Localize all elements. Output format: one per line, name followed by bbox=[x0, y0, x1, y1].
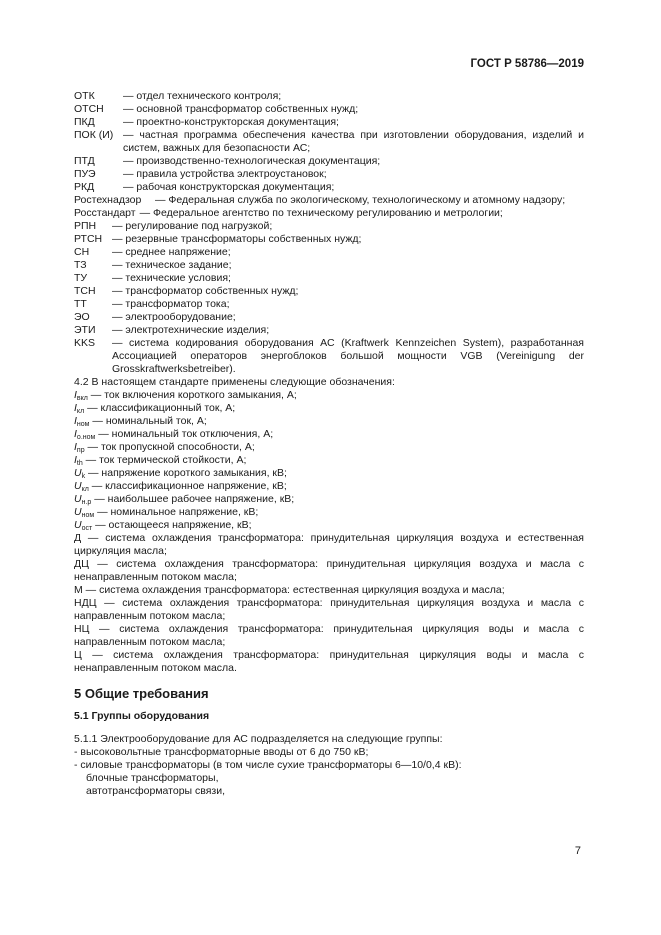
abbreviation-definition: — Федеральная служба по экологическому, технологическому и атомному надзору; bbox=[155, 194, 566, 206]
symbol-row bbox=[74, 389, 584, 402]
abbreviation-term: ТТ bbox=[74, 298, 87, 310]
standard-number: ГОСТ Р 58786—2019 bbox=[470, 58, 584, 70]
abbreviation-definition: — система кодирования оборудования АС (Kraftwerk Kennzeichen System), разработанная Ассоциацией операторов энергоблоков большой мощности VGB (Vereinigung der Grosskraftwerksbetreiber). bbox=[112, 337, 584, 375]
cooling-definition: М — система охлаждения трансформатора: естественная циркуляция воздуха и масла; bbox=[74, 584, 505, 596]
abbreviation-row bbox=[74, 337, 584, 376]
abbreviation-list-2 bbox=[74, 220, 584, 376]
symbol-definition: — ток термической стойкости, А; bbox=[82, 454, 247, 466]
symbol-subscript: th bbox=[76, 460, 83, 467]
abbreviation-term: ПКД bbox=[74, 116, 95, 128]
section-title: 5 Общие требования bbox=[74, 686, 209, 701]
cooling-definition: Д — система охлаждения трансформатора: принудительная циркуляция воздуха и естественная циркуляция масла; bbox=[74, 532, 584, 557]
group-sublist bbox=[74, 772, 584, 798]
abbreviation-definition: — резервные трансформаторы собственных нужд; bbox=[112, 233, 362, 245]
abbreviation-row bbox=[74, 90, 584, 103]
symbol-base: U bbox=[74, 467, 82, 479]
abbreviation-term: ОТСН bbox=[74, 103, 104, 115]
abbreviation-row bbox=[74, 259, 584, 272]
symbol-subscript: k bbox=[81, 473, 86, 480]
designations-intro: 4.2 В настоящем стандарте применены следующие обозначения: bbox=[74, 376, 395, 388]
symbol-base: U bbox=[74, 493, 82, 505]
abbreviation-term: Ростехнадзор bbox=[74, 194, 142, 206]
symbol-row bbox=[74, 454, 584, 467]
symbol-definition: — номинальное напряжение, кВ; bbox=[94, 506, 259, 518]
symbol-list bbox=[74, 389, 584, 532]
symbol-base: I bbox=[74, 454, 77, 466]
abbreviation-definition: — трансформатор собственных нужд; bbox=[112, 285, 299, 297]
abbreviation-definition: — регулирование под нагрузкой; bbox=[112, 220, 273, 232]
cooling-definition: НДЦ — система охлаждения трансформатора: принудительная циркуляция воздуха и масла с направленным потоком масла; bbox=[74, 597, 584, 622]
abbreviation-definition: — Федеральное агентство по техническому регулированию и метрологии; bbox=[139, 207, 503, 219]
symbol-base: U bbox=[74, 519, 82, 531]
abbreviation-row bbox=[74, 181, 584, 194]
symbol-subscript: пр bbox=[76, 447, 85, 454]
symbol-definition: — номинальный ток отключения, А; bbox=[95, 428, 274, 440]
symbol-definition: — наибольшее рабочее напряжение, кВ; bbox=[91, 493, 295, 505]
symbol-subscript: ном bbox=[81, 512, 95, 519]
abbreviation-term: РПН bbox=[74, 220, 97, 232]
list-item: - силовые трансформаторы (в том числе сухие трансформаторы 6—10/0,4 кВ): bbox=[74, 759, 462, 771]
symbol-row bbox=[74, 467, 584, 480]
symbol-subscript: о.ном bbox=[76, 434, 96, 441]
symbol-definition: — номинальный ток, А; bbox=[89, 415, 207, 427]
abbreviation-definition: — электрооборудование; bbox=[112, 311, 236, 323]
abbreviation-definition: — рабочая конструкторская документация; bbox=[123, 181, 335, 193]
abbreviation-row bbox=[74, 272, 584, 285]
cooling-list bbox=[74, 532, 584, 675]
symbol-base: I bbox=[74, 428, 77, 440]
abbreviation-row bbox=[74, 311, 584, 324]
abbreviation-definition: — трансформатор тока; bbox=[112, 298, 230, 310]
symbol-row bbox=[74, 506, 584, 519]
abbreviation-term: ТЗ bbox=[74, 259, 87, 271]
symbol-definition: — напряжение короткого замыкания, кВ; bbox=[85, 467, 287, 479]
abbreviation-row bbox=[74, 324, 584, 337]
abbreviation-definition: — основной трансформатор собственных нужд; bbox=[123, 103, 359, 115]
abbreviation-definition: — среднее напряжение; bbox=[112, 246, 231, 258]
abbreviation-row bbox=[74, 220, 584, 233]
abbreviation-row bbox=[74, 155, 584, 168]
abbreviation-row bbox=[74, 129, 584, 155]
symbol-base: I bbox=[74, 389, 77, 401]
abbreviation-definition: — правила устройства электроустановок; bbox=[123, 168, 327, 180]
subsection-title: 5.1 Группы оборудования bbox=[74, 710, 210, 722]
cooling-definition: НЦ — система охлаждения трансформатора: принудительная циркуляция воды и масла с направленным потоком масла; bbox=[74, 623, 584, 648]
abbreviation-term: ПУЭ bbox=[74, 168, 96, 180]
abbreviation-row bbox=[74, 233, 584, 246]
abbreviation-rosstandart bbox=[74, 207, 584, 220]
abbreviation-term: СН bbox=[74, 246, 90, 258]
abbreviation-definition: — техническое задание; bbox=[112, 259, 232, 271]
section-intro: 5.1.1 Электрооборудование для АС подразделяется на следующие группы: bbox=[74, 733, 443, 745]
cooling-definition: ДЦ — система охлаждения трансформатора: принудительная циркуляция воздуха и масла с ненаправленным потоком масла; bbox=[74, 558, 584, 583]
abbreviation-term: ТСН bbox=[74, 285, 96, 297]
symbol-base: I bbox=[74, 415, 77, 427]
abbreviation-term: ПОК (И) bbox=[74, 129, 114, 141]
group-list bbox=[74, 746, 584, 772]
symbol-row bbox=[74, 415, 584, 428]
abbreviation-row bbox=[74, 103, 584, 116]
abbreviation-rostekh bbox=[74, 194, 584, 207]
page-number: 7 bbox=[574, 845, 581, 857]
list-item: - высоковольтные трансформаторные вводы от 6 до 750 кВ; bbox=[74, 746, 369, 758]
list-subitem: блочные трансформаторы, bbox=[86, 772, 219, 784]
symbol-definition: — классификационный ток, А; bbox=[84, 402, 236, 414]
symbol-definition: — остающееся напряжение, кВ; bbox=[92, 519, 252, 531]
abbreviation-list bbox=[74, 90, 584, 194]
abbreviation-row bbox=[74, 168, 584, 181]
abbreviation-definition: — частная программа обеспечения качества при изготовлении оборудования, изделий и систем, важных для безопасности АС; bbox=[123, 129, 584, 154]
symbol-base: U bbox=[74, 480, 82, 492]
abbreviation-term: ОТК bbox=[74, 90, 95, 102]
symbol-subscript: кл bbox=[81, 486, 89, 493]
symbol-subscript: ост bbox=[81, 525, 93, 532]
abbreviation-row bbox=[74, 246, 584, 259]
abbreviation-row bbox=[74, 285, 584, 298]
abbreviation-definition: — электротехнические изделия; bbox=[112, 324, 270, 336]
symbol-subscript: н.р bbox=[81, 499, 92, 506]
abbreviation-row bbox=[74, 298, 584, 311]
symbol-definition: — ток включения короткого замыкания, А; bbox=[87, 389, 297, 401]
abbreviation-term: Росстандарт bbox=[74, 207, 136, 219]
abbreviation-term: ЭО bbox=[74, 311, 90, 323]
symbol-row bbox=[74, 428, 584, 441]
abbreviation-term: ТУ bbox=[74, 272, 88, 284]
symbol-row bbox=[74, 441, 584, 454]
abbreviation-term: ЭТИ bbox=[74, 324, 96, 336]
abbreviation-definition: — проектно-конструкторская документация; bbox=[123, 116, 339, 128]
symbol-base: I bbox=[74, 441, 77, 453]
symbol-base: I bbox=[74, 402, 77, 414]
page-content bbox=[74, 90, 584, 798]
symbol-base: U bbox=[74, 506, 82, 518]
abbreviation-definition: — технические условия; bbox=[112, 272, 231, 284]
abbreviation-term: ПТД bbox=[74, 155, 95, 167]
abbreviation-term: РТСН bbox=[74, 233, 103, 245]
abbreviation-definition: — производственно-технологическая документация; bbox=[123, 155, 381, 167]
abbreviation-definition: — отдел технического контроля; bbox=[123, 90, 282, 102]
abbreviation-term: KKS bbox=[74, 337, 96, 349]
symbol-subscript: кл bbox=[76, 408, 85, 415]
symbol-definition: — ток пропускной способности, А; bbox=[84, 441, 255, 453]
symbol-subscript: ном bbox=[76, 421, 90, 428]
cooling-definition: Ц — система охлаждения трансформатора: принудительная циркуляция воды и масла с ненаправленным потоком масла. bbox=[74, 649, 584, 674]
symbol-row bbox=[74, 493, 584, 506]
symbol-row bbox=[74, 519, 584, 532]
symbol-row bbox=[74, 402, 584, 415]
symbol-definition: — классификационное напряжение, кВ; bbox=[88, 480, 287, 492]
abbreviation-row bbox=[74, 116, 584, 129]
abbreviation-term: РКД bbox=[74, 181, 95, 193]
list-subitem: автотрансформаторы связи, bbox=[86, 785, 225, 797]
symbol-subscript: вкл bbox=[76, 395, 88, 402]
symbol-row bbox=[74, 480, 584, 493]
